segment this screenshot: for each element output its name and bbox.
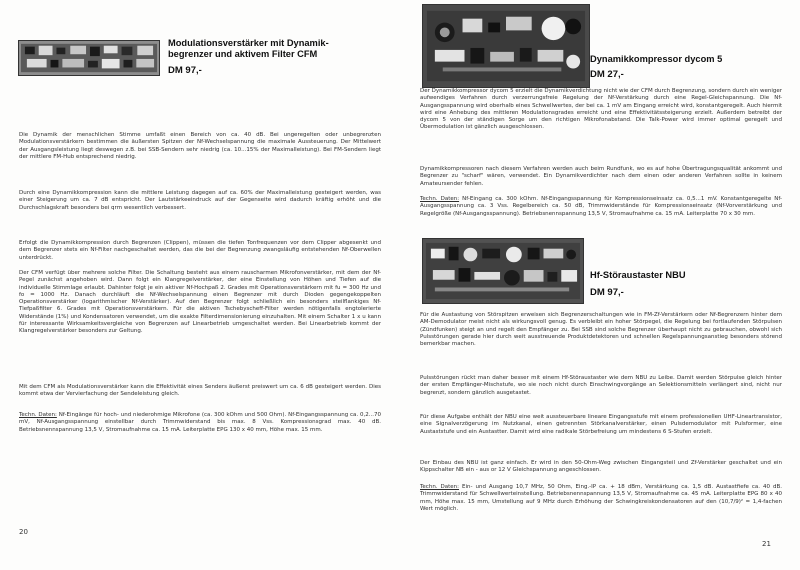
nbu-price: DM 97,- [590,287,624,298]
cfm-tech-text: Nf-Eingänge für hoch- und niederohmige Mikrofone (ca. 300 kOhm und 500 Ohm). Nf-Eingangsspannung ca. 0,2...70 mV, Nf-Ausgangsspannung einstellbar durch Trimmwiderstand bis max. 8 Vss. Kompressionsgrad max. 40 dB. Betriebsnennspannung 13,5 V, Stromaufnahme ca. 15 mA. Leiterplatte EPG 130 x 40 mm, Höhe max. 15 mm. [19,412,381,433]
dycom-tech-data [420,196,782,218]
cfm-tech-label: Techn. Daten: [19,412,57,418]
cfm-paragraph-4: Der CFM verfügt über mehrere solche Filter. Die Schaltung besteht aus einem rauscharmen Mikrofonverstärker, mit dem der Nf-Pegel zunächst angehoben wird. Dann folgt ein Klangregelverstärker, der eine Einstellung von Höhen und Tiefen auf die individuelle Stimmlage erlaubt. Dahinter folgt je ein aktiver Nf-Hochpaß 2. Grades mit Operationsverstärkern mit fu = 300 Hz und fo = 1000 Hz. Danach durchläuft die Nf-Wechselspannung einen Begrenzer mit durch Dioden gegengekoppelten Operationsverstärker (logarithmischer Nf-Verstärker). Auf den Begrenzer folgt schließlich ein besonders steilflankiges Nf-Tiefpaßfilter 6. Grades mit Operationsverstärkern. Für die aktiven Tschebyscheff-Filter werden nötigenfalls engtolerierte Widerstände (1%) und Kondensatoren verwendet, um die exakte Filterdimensionierung einzuhalten. Mit einem Schalter 1 x u kann für interessante Wirksamkeitsvergleiche von Begrenzen auf Linearbetrieb umgeschaltet werden. Bei Linearbetrieb kommt der Klangregelverstärker besonders zur Geltung. [19,270,381,335]
dycom-paragraph-1: Der Dynamikkompressor dycom 5 erzielt die Dynamikverdichtung nicht wie der CFM durch Begrenzung, sondern durch ein weniger aufwendiges Verfahren durch verzerrungsfreie Regelung der Nf-Verstärkung durch eine Regel-Gleichspannung. Die Nf-Ausgangsspannung wird oberhalb eines Schwellwertes, der bei ca. 1 mV am Eingang erreicht wird, konstantgeregelt. Auch hiermit wird eine Anhebung des mittleren Modulationsgrades erreicht und eine Effektivitätssteigerung erzielt. Außerdem betreibt der dycom 5 von der ständigen Sorge um den richtigen Mikrofonabstand. Die Talk-Power wird immer optimal geregelt und Übermodulation ist gänzlich ausgeschlossen. [420,88,782,131]
cfm-paragraph-3: Erfolgt die Dynamikkompression durch Begrenzen (Clippen), müssen die tiefen Tonfrequenzen vor dem Clipper abgesenkt und dem Begrenzer stets ein Nf-Filter nachgeschaltet werden, das die bei der Begrenzung zwangsläufig entstehenden Nf-Oberwellen unterdrückt. [19,240,381,261]
dycom-board-photo [422,4,590,88]
nbu-title: Hf-Störaustaster NBU [590,270,686,280]
nbu-tech-label: Techn. Daten: [420,484,460,490]
page-number-right: 21 [762,540,771,548]
dycom-title: Dynamikkompressor dycom 5 [590,54,723,64]
cfm-price: DM 97,- [168,65,202,76]
cfm-title-line1: Modulationsverstärker mit Dynamik- [168,38,329,48]
nbu-tech-data [420,484,782,513]
dycom-tech-text: Nf-Eingang ca. 300 kOhm. Nf-Eingangsspannung für Kompressionseinsatz ca. 0,5...1 mV. Konstantgeregelte Nf-Ausgangsspannung ca. 3 Vss. Regelbereich ca. 50 dB, Trimmwiderstände für Kompressionseinsatz (Nf-Vorverstärkung und Regelgröße (Nf-Ausgangsspannung). Betriebsnennspannung 13,5 V, Stromaufnahme ca. 15 mA. Leiterplatte 70 x 30 mm. [420,196,782,217]
cfm-paragraph-2: Durch eine Dynamikkompression kann die mittlere Leistung dagegen auf ca. 60% der Maximalleistung gesteigert werden, was einer Steigerung um ca. 7 dB entspricht. Der Lautstärkeeindruck auf der Gegenseite wird dadurch kräftig erhöht und die Durchschlagskraft besonders bei qrm wesentlich verbessert. [19,190,381,211]
cfm-tech-data [19,412,381,434]
page-number-left: 20 [19,528,28,536]
dycom-price: DM 27,- [590,69,624,80]
cfm-title-line2: begrenzer und aktivem Filter CFM [168,49,318,59]
cfm-title [168,38,388,60]
nbu-board-photo [422,238,584,304]
nbu-paragraph-4: Der Einbau des NBU ist ganz einfach. Er wird in den 50-Ohm-Weg zwischen Eingangsteil und Zf-Verstärker geschaltet und ein Kippschalter NB ein - aus or 12 V Gleichspannung angeschlossen. [420,460,782,474]
dycom-tech-label: Techn. Daten: [420,196,460,202]
cfm-board-photo [18,40,160,76]
nbu-paragraph-3: Für diese Aufgabe enthält der NBU eine weit aussteuerbare lineare Eingangsstufe mit einem professionellen UHF-Lineartransistor, eine Signalverzögerung im Nutzkanal, einen getrennten Störkanalverstärker, einen Pulsdemodulator mit Pulsformer, eine Austaststufe und ein Austastter. Damit wird eine radikale Störbefreiung um mindestens 6 S-Stufen erzielt. [420,414,782,435]
nbu-tech-text: Ein- und Ausgang 10,7 MHz, 50 Ohm, Eing.-IP ca. + 18 dBm, Verstärkung ca. 1,5 dB. Austastfiefe ca. 40 dB. Trimmwiderstand für Schwellwerteinstellung. Betriebsnennspannung 13,5 V, Stromaufnahme ca. 45 mA. Leiterplatte EPG 80 x 40 mm, Höhe max. 15 mm, Umstellung auf 9 MHz durch Erhöhung der Schwingkreiskondensatoren auf den (10,7/9)² = 1,4-fachen Wert möglich. [420,484,782,512]
dycom-paragraph-2: Dynamikkompressoren nach diesem Verfahren werden auch beim Rundfunk, wo es auf hohe Übertragungsqualität ankommt und Begrenzer zu "scharf" wären, verwendet. Ein Dynamikverdichter nach dem einen oder anderen Verfahren sollte in keinem Amateursender fehlen. [420,166,782,187]
right-page [400,0,800,570]
cfm-paragraph-5: Mit dem CFM als Modulationsverstärker kann die Effektivität eines Senders äußerst preiswert um ca. 6 dB gesteigert werden. Dies kommt etwa der Vervierfachung der Sendeleistung gleich. [19,384,381,398]
nbu-paragraph-1: Für die Austastung von Störspitzen erweisen sich Begrenzerschaltungen wie in FM-Zf-Verstärkern oder Nf-Begrenzern hinter dem AM-Demodulator meist nicht als wirkungsvoll genug. Es verbleibt ein hoher Störpegel, die Regelung bei fortlaufenden Störpulsen (Zündfunken) steigt an und regelt den Empfänger zu. Bei SSB sind solche Begrenzer überhaupt nicht zu gebrauchen, obwohl sich Pulsstörungen gerade hier durch weit ausstreuende Produktdetektoren und schnellen Regelspannungsanstieg besonders störend bemerkbar machen. [420,312,782,348]
nbu-paragraph-2: Pulsstörungen rückt man daher besser mit einem Hf-Störaustaster wie dem NBU zu Leibe. Damit werden Störpulse gleich hinter der ersten Empfänger-Mischstufe, wo sie noch nicht durch Einschwingvorgänge an Selektionsmitteln verlängert sind, nicht nur begrenzt, sondern gänzlich ausgetastet. [420,375,782,396]
cfm-paragraph-1: Die Dynamik der menschlichen Stimme umfaßt einen Bereich von ca. 40 dB. Bei ungeregelten oder unbegrenzten Modulationsverstärkern bestimmen die äußersten Spitzen der Nf-Wechselspannung die maximale Aussteuerung. Der Mittelwert der Ausgangsleistung liegt deswegen z.B. bei SSB-Sendern sehr niedrig (ca. 10...15% der Maximalleistung). Bei FM-Sendern liegt der mittlere FM-Hub entsprechend niedrig. [19,132,381,160]
